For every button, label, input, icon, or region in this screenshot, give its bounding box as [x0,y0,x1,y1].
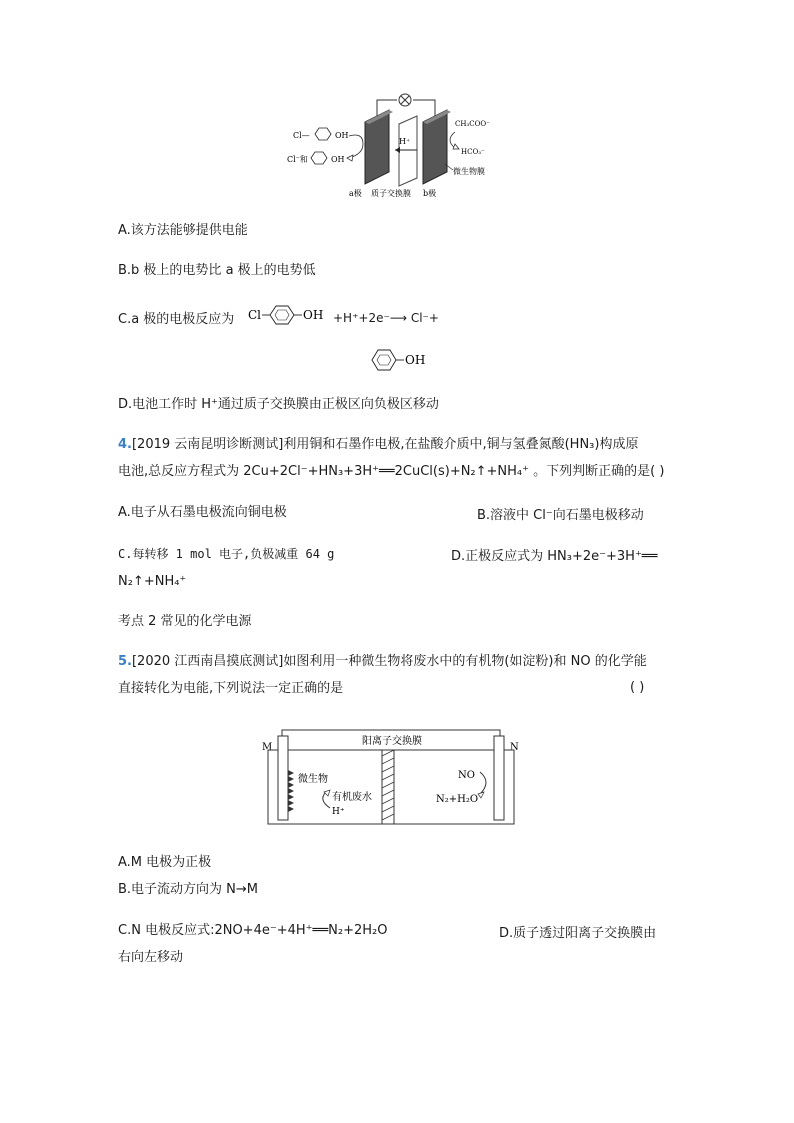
proton-exchange-membrane [399,116,417,186]
section-heading: 考点 2 常见的化学电源 [118,614,252,629]
q3-option-b: B.b 极上的电势比 a 极上的电势低 [118,263,316,278]
q4-option-a: A.电子从石墨电极流向铜电极 [118,505,287,520]
q5-option-c: C.N 电极反应式:2NO+4e⁻+4H⁺══N₂+2H₂O [118,923,388,938]
q3-c-oh-label: OH [303,308,324,322]
phenol-structure [368,347,428,373]
fig2-n-label: N [510,742,519,753]
fig2-n2h2o-label: N₂+H₂O [436,794,479,805]
q3-option-d: D.电池工作时 H⁺通过质子交换膜由正极区向负极区移动 [118,397,439,412]
fig1-oh1-label: OH [335,131,349,140]
microbe-teeth [288,770,294,812]
fig1-ch3coo-label: CH₃COO⁻ [455,120,490,128]
q4-stem-line2: 电池,总反应方程式为 2Cu+2Cl⁻+HN₃+3H⁺══2CuCl(s)+N₂↑+NH₄⁺ 。下列判断正确的是( ) [118,464,665,479]
q4-option-c: C.每转移 1 mol 电子,负极减重 64 g [118,547,335,561]
lamp-icon [399,94,411,106]
electrode-n [494,736,504,820]
q3-option-c [118,311,234,329]
q3-option-c-prefix: C.a 极的电极反应为 [118,312,235,327]
fig2-no-label: NO [458,770,475,781]
q5-number: 5. [118,654,132,669]
figure-1-cell-diagram [285,92,515,200]
fig1-membrane-label: 质子交换膜 [371,189,411,198]
fig2-waste-label: 有机废水 [332,792,372,803]
fig1-oh2-label: OH [331,155,345,164]
chlorophenol-structure [248,303,328,327]
phenol-oh-label: OH [405,353,426,367]
fig1-hplus-label: H⁺ [399,137,411,146]
q5-stem-line2: 直接转化为电能,下列说法一定正确的是 [118,681,344,696]
fig1-a-pole-label: a极 [349,189,362,198]
q5-option-d: D.质子透过阳离子交换膜由 [499,926,657,941]
q5-line1-text: [2020 江西南昌摸底测试]如图利用一种微生物将废水中的有机物(如淀粉)和 NO 的化学能 [131,654,647,669]
q4-option-d-cont: N₂↑+NH₄⁺ [118,574,187,589]
fig2-hplus-label: H⁺ [332,807,345,817]
fig2-m-label: M [262,742,273,753]
q5-option-d-cont: 右向左移动 [118,950,184,965]
fig1-microbe-film-label: 微生物膜 [453,167,485,176]
q5-stem-line1 [118,653,647,671]
figure-2-cell-diagram [258,726,530,830]
q4-number: 4. [118,437,132,452]
electrode-m [278,736,288,820]
q5-option-a: A.M 电极为正极 [118,855,212,870]
fig1-b-pole-label: b极 [423,189,437,198]
fig1-hco3-label: HCO₃⁻ [461,148,485,156]
q4-line1-text: [2019 云南昆明诊断测试]利用铜和石墨作电极,在盐酸介质中,铜与氢叠氮酸(HN₃)构成原 [131,437,639,452]
fig2-membrane-label: 阳离子交换膜 [362,736,422,747]
fig1-cl-label: Cl— [293,131,310,140]
q4-stem-line1 [118,436,638,454]
q4-option-d: D.正极反应式为 HN₃+2e⁻+3H⁺══ [451,549,658,564]
fig1-cl-and-label: Cl⁻和 [287,155,308,164]
fig2-microbe-label: 微生物 [298,774,328,785]
q3-option-c-equation: +H⁺+2e⁻⟶ Cl⁻+ [333,311,439,325]
q5-answer-paren: ( ) [630,680,645,695]
q3-option-a: A.该方法能够提供电能 [118,223,248,238]
q5-option-b: B.电子流动方向为 N→M [118,882,259,897]
q4-option-b: B.溶液中 Cl⁻向石墨电极移动 [477,508,644,523]
q3-c-cl-label: Cl [248,308,262,322]
